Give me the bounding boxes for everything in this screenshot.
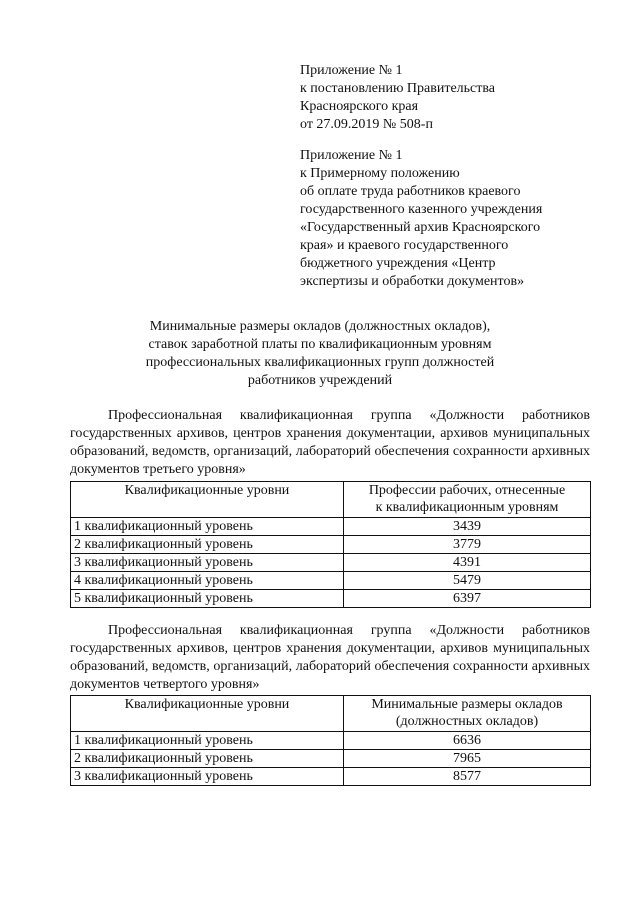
appendix-to-resolution [300,62,600,134]
level-cell: 3 квалификационный уровень [71,768,344,786]
table-row [71,554,591,572]
value-cell: 6397 [344,590,591,608]
title-line: работников учреждений [247,373,393,388]
appendix-line: об оплате труда работников краевого [300,184,521,199]
table-header-row [71,696,591,732]
title-line: ставок заработной платы по квалификационным уровням [148,337,492,352]
appendix-line: государственного казенного учреждения [300,202,543,217]
table-row [71,750,591,768]
appendix-line: Красноярского края [300,99,419,114]
appendix-line: Приложение № 1 [300,63,403,78]
group-1-table [70,481,591,608]
table-row [71,590,591,608]
appendix-line: экспертизы и обработки документов» [300,274,525,289]
level-cell: 1 квалификационный уровень [71,732,344,750]
appendix-line: Приложение № 1 [300,148,403,163]
appendix-line: от 27.09.2019 № 508-п [300,117,433,132]
header-line: (должностных окладов) [395,714,539,729]
level-cell: 5 квалификационный уровень [71,590,344,608]
appendix-line: к Примерному положению [300,166,460,181]
value-cell: 6636 [344,732,591,750]
group-2-description [70,622,590,694]
header-line: Минимальные размеры окладов [371,697,563,712]
group-2-table [70,695,591,786]
header-salaries [344,696,591,732]
level-cell: 1 квалификационный уровень [71,518,344,536]
header-levels: Квалификационные уровни [71,482,344,518]
header-professions [344,482,591,518]
group-2-paragraph: Профессиональная квалификационная группа «Должности работников государственных архивов, центров хранения документации, архивов муниципальных образований, ведомств, организаций, лабораторий обеспечения сохранности архивных документов четвертого уровня» [70,623,590,692]
group-1-description [70,407,590,479]
appendix-line: «Государственный архив Красноярского [300,220,541,235]
value-cell: 5479 [344,572,591,590]
header-line: к квалификационным уровням [375,500,559,515]
table-row [71,572,591,590]
level-cell: 2 квалификационный уровень [71,750,344,768]
value-cell: 3439 [344,518,591,536]
title-line: профессиональных квалификационных групп должностей [145,355,495,370]
table-row [71,732,591,750]
document-title [80,318,560,390]
appendix-line: к постановлению Правительства [300,81,496,96]
table-row [71,768,591,786]
group-1-paragraph: Профессиональная квалификационная группа «Должности работников государственных архивов, центров хранения документации, архивов муниципальных образований, ведомств, организаций, лабораторий обеспечения сохранности архивных документов третьего уровня» [70,408,590,477]
header-line: Профессии рабочих, отнесенные [368,483,566,498]
table-header-row [71,482,591,518]
value-cell: 7965 [344,750,591,768]
level-cell: 4 квалификационный уровень [71,572,344,590]
appendix-to-regulation [300,147,600,291]
appendix-line: края» и краевого государственного [300,238,509,253]
header-levels: Квалификационные уровни [71,696,344,732]
value-cell: 8577 [344,768,591,786]
table-row [71,536,591,554]
level-cell: 3 квалификационный уровень [71,554,344,572]
appendix-line: бюджетного учреждения «Центр [300,256,496,271]
title-line: Минимальные размеры окладов (должностных окладов), [149,319,491,334]
table-row [71,518,591,536]
value-cell: 3779 [344,536,591,554]
level-cell: 2 квалификационный уровень [71,536,344,554]
value-cell: 4391 [344,554,591,572]
